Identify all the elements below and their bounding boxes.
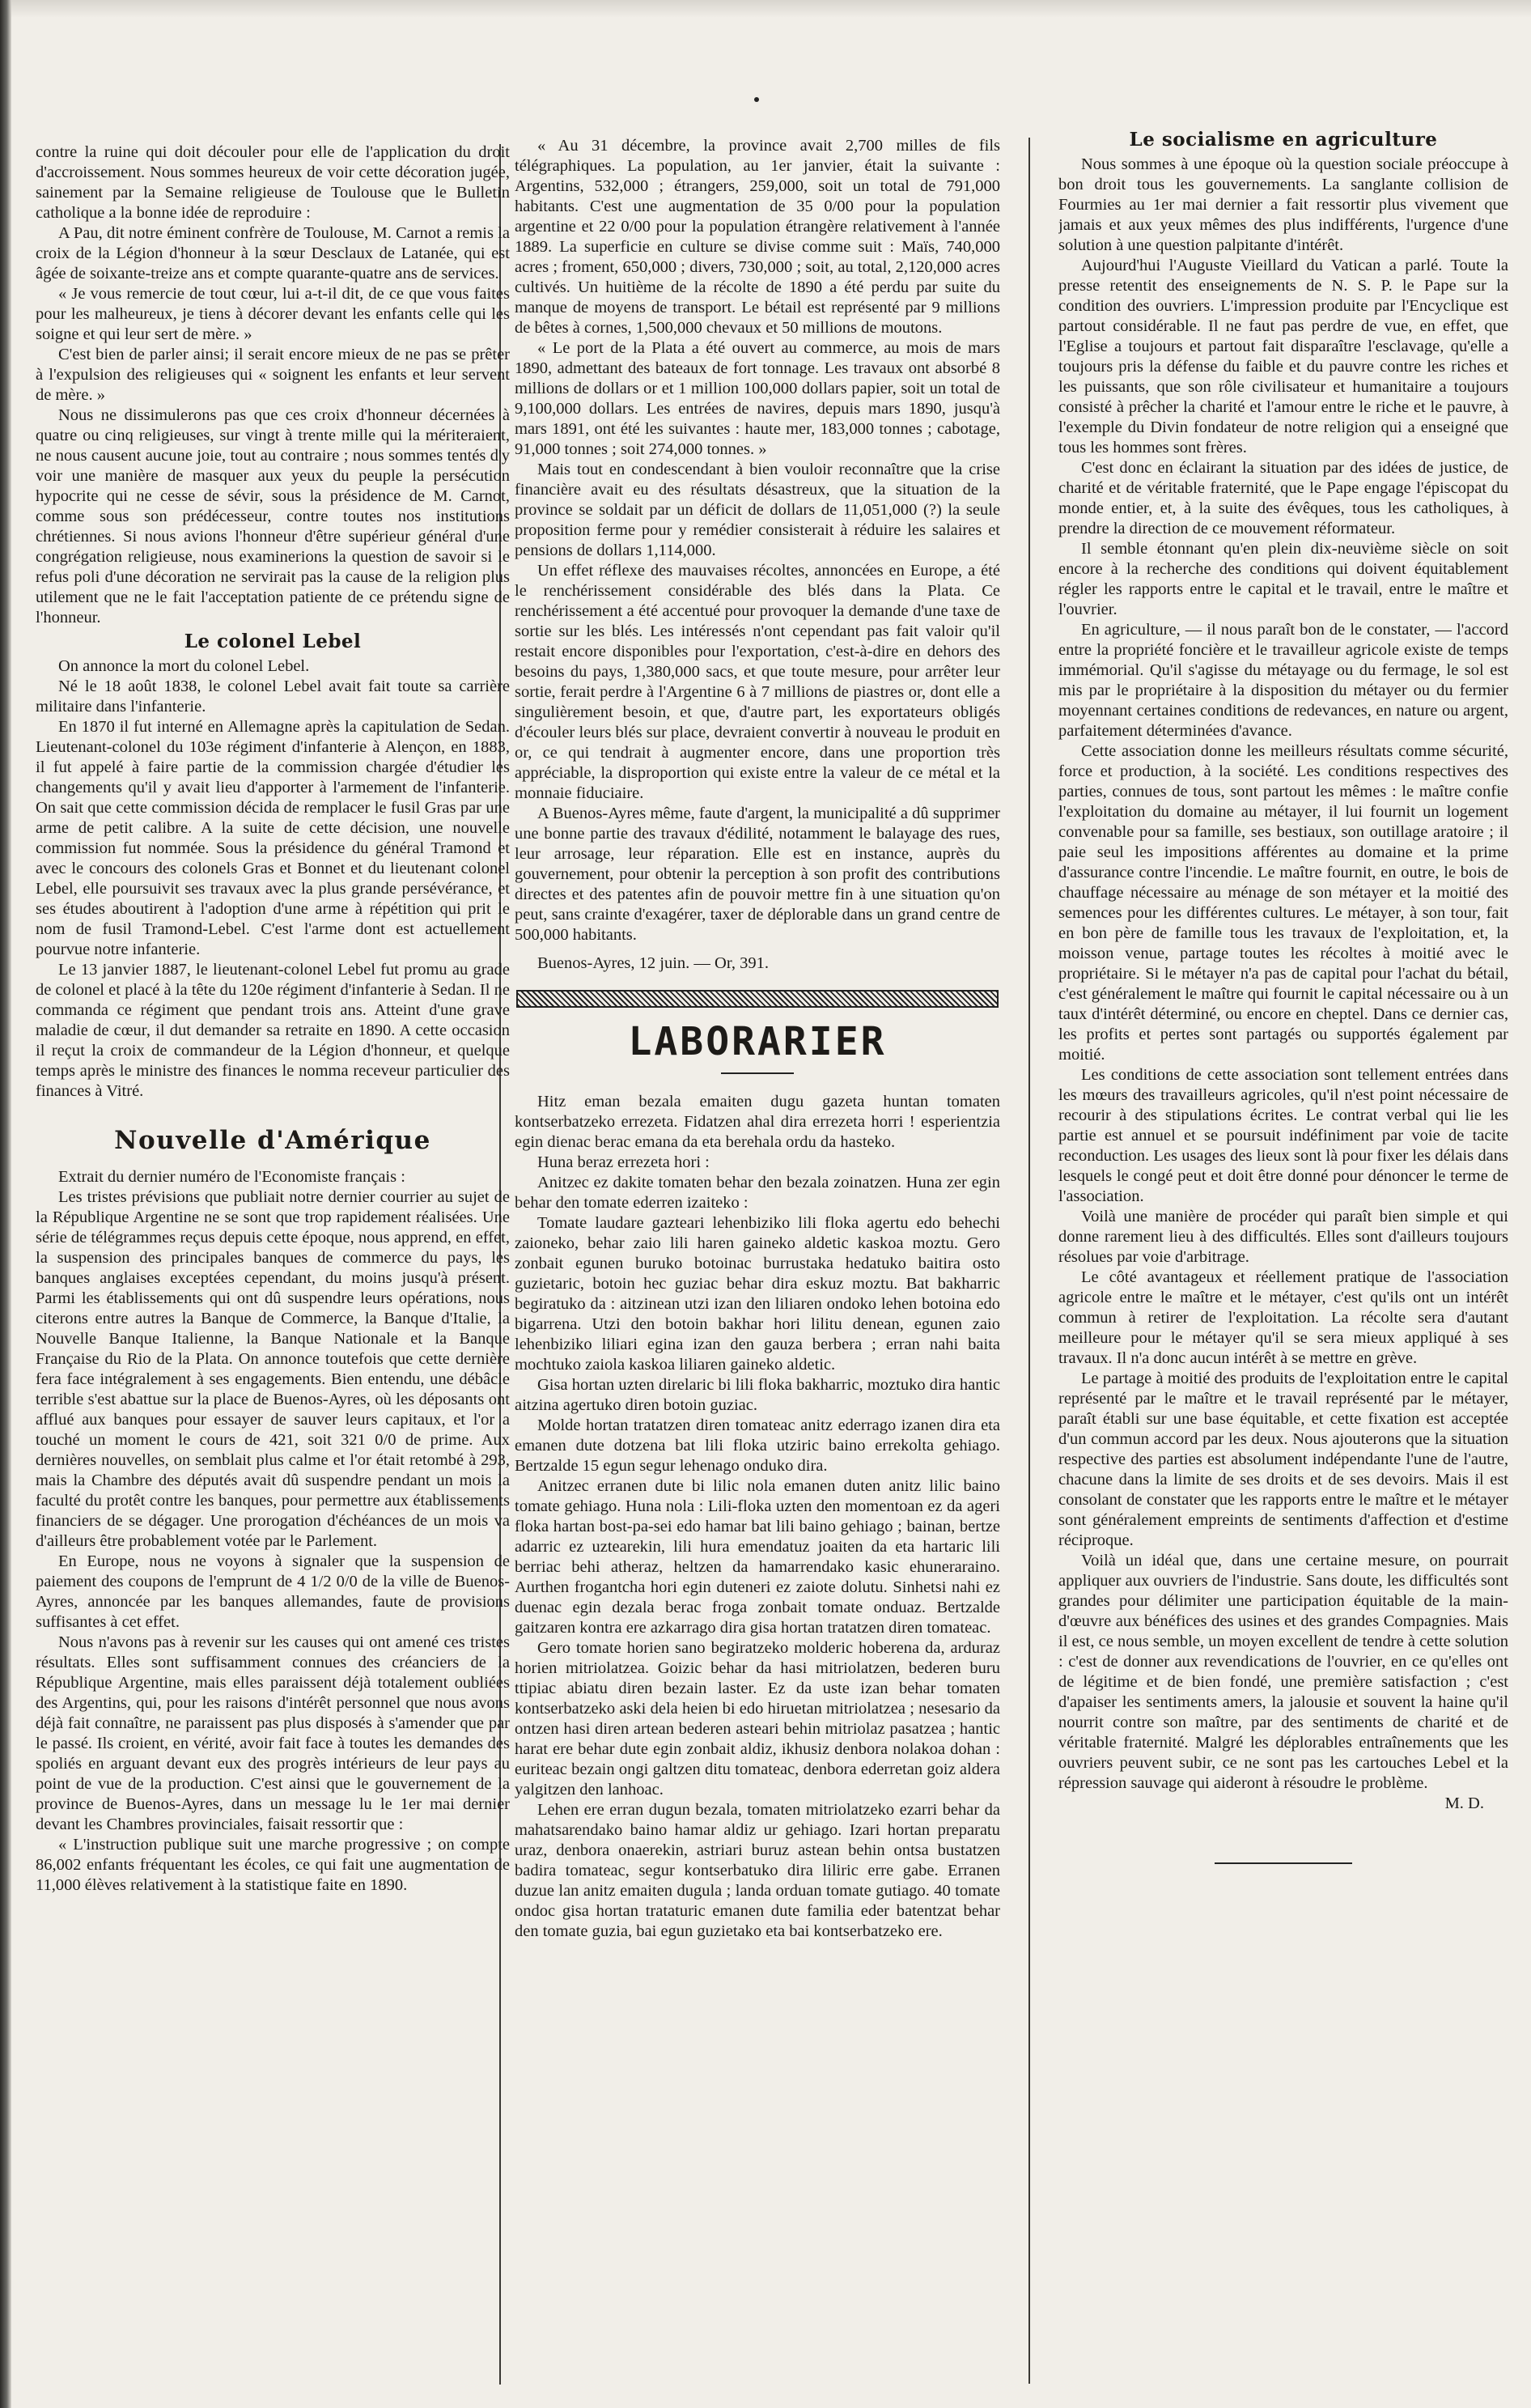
paragraph: Extrait du dernier numéro de l'Economiste français :	[58, 1168, 405, 1186]
column-right	[1058, 130, 1508, 2372]
paragraph: Le côté avantageux et réellement pratique de l'association agricole entre le maître et le métayer, c'est qu'ils ont un intérêt commun à retirer de l'exploitation. La récolte sera d'autant meilleure pour le métayer qu'il se sera mieux appliqué à ses travaux. Il n'a donc aucun intérêt à se mettre en grève.	[1058, 1268, 1508, 1367]
paragraph: « Le port de la Plata a été ouvert au commerce, au mois de mars 1890, admettant des bateaux de fort tonnage. Les travaux ont absorbé 8 millions de dollars or et 1 million 100,000 dollars papier, soit un total de 9,100,000 dollars. Les entrées de navires, depuis mars 1890, jusqu'à mars 1891, ont été les suivantes : haute mer, 183,000 tonnes ; cabotage, 91,000 tonnes ; soit 274,000 tonnes. »	[515, 339, 1000, 458]
article-signature: M. D.	[1444, 1794, 1484, 1812]
headline-underline	[721, 1072, 794, 1074]
paragraph: « L'instruction publique suit une marche progressive ; on compte 86,002 enfants fréquentant les écoles, ce qui fait une augmentation de 11,000 élèves relativement à la statistique faite en 1890.	[36, 1836, 510, 1894]
column-rule-2	[1028, 138, 1030, 2384]
page-binding-edge	[0, 0, 11, 2408]
paragraph: Les conditions de cette association sont tellement entrées dans les mœurs des travailleurs agricoles, qu'il n'est point nécessaire de recourir à des stipulations écrites. Le contrat verbal qui lie les partie est annuel et se poursuit indéfiniment par voie de tacite reconduction. Les usages des lieux sont là pour fixer les délais dans lesquels le congé peut et doit être donné pour dénoncer le terme de l'association.	[1058, 1066, 1508, 1205]
paragraph: Nous sommes à une époque où la question sociale préoccupe à bon droit tous les gouvernements. La sanglante collision de Fourmies au 1er mai dernier a fait ressortir plus vivement que jamais et aux yeux mêmes des plus indifférents, l'urgence d'une solution à une question palpitante d'intérêt.	[1058, 155, 1508, 254]
dateline: Buenos-Ayres, 12 juin. — Or, 391.	[537, 954, 769, 972]
paragraph: C'est donc en éclairant la situation par des idées de justice, de charité et de véritable fraternité, que le Pape engage l'épiscopat du monde entier, et, à la suite des évêques, tous les catholiques, à prendre la direction de ce mouvement réformateur.	[1058, 459, 1508, 537]
headline-colonel-lebel: Le colonel Lebel	[184, 631, 362, 652]
paragraph: Le 13 janvier 1887, le lieutenant-colonel Lebel fut promu au grade de colonel et placé à la tête du 120e régiment d'infanterie à Sedan. Il ne commanda ce régiment que pendant trois ans. Atteint d'une grave maladie de cœur, il dut demander sa retraite en 1890. A cette occasion il reçut la croix de commandeur de la Légion d'honneur, et quelque temps après le ministre des finances le nomma receveur particulier des finances à Vitré.	[36, 961, 510, 1100]
paragraph: Mais tout en condescendant à bien vouloir reconnaître que la crise financière avait eu des résultats désastreux, que la situation de la province se soldait par un déficit de dollars de 11,051,000 (?) la seule proposition ferme pour y remédier consisterait à réduire les salaires et pensions de dollars 1,114,000.	[515, 461, 1000, 559]
paragraph: En agriculture, — il nous paraît bon de le constater, — l'accord entre la propriété foncière et le travailleur agricole existe de temps immémorial. Qu'il s'agisse du métayage ou du fermage, le sol est mis par le propriétaire à la disposition du métayer ou du fermier moyennant certaines conditions de redevances, en nature ou argent, parfaitement déterminées d'avance.	[1058, 621, 1508, 740]
paragraph: « Au 31 décembre, la province avait 2,700 milles de fils télégraphiques. La population, au 1er janvier, était la suivante : Argentins, 532,000 ; étrangers, 259,000, soit un total de 791,000 habitants. C'est une augmentation de 35 0/00 pour la population argentine et 22 0/00 pour la population étrangère relativement à l'année 1889. La superficie en culture se divise comme suit : Maïs, 740,000 acres ; froment, 650,000 ; divers, 730,000 ; soit, au total, 2,120,000 acres cultivés. Un huitième de la récolte de 1890 a été perdu par suite du manque de moyens de transport. Le bétail est représenté par 9 millions de bêtes à cornes, 1,500,000 chevaux et 50 millions de moutons.	[515, 137, 1000, 337]
paragraph: Le partage à moitié des produits de l'exploitation entre le capital représenté par le maître et le travail représenté par le métayer, paraît établi sur une base équitable, et cette fixation est acceptée d'un commun accord par les deux. Nous ajouterons que la situation respective des parties est absolument indépendante l'une de l'autre, chacune dans la limite de ses droits et de ses devoirs. Mais il est consolant de constater que les rapports entre le maître et le métayer sont généralement empreints de sentiments d'affection et d'estime réciproque.	[1058, 1370, 1508, 1549]
paragraph: Un effet réflexe des mauvaises récoltes, annoncées en Europe, a été le renchérissement considérable des blés dans la Plata. Ce renchérissement a été accentué pour provoquer la demande d'une taxe de sortie sur les blés. Les intéressés n'ont cependant pas fait valoir qu'il restait encore disponibles pour l'exportation, c'est-à-dire en dehors des besoins du pays, 1,380,000 sacs, et que toute mesure, pour arrêter leur sortie, ferait perdre à l'Argentine 6 à 7 millions de piastres or, dont elle a singulièrement besoin, et que, d'autre part, les exportateurs obligés d'écouler leurs blés sur place, devraient convertir à nouveau le produit en or, ce qui tendrait à augmenter encore, dans une proportion très appréciable, la disproportion qui existe entre la valeur de ce métal et la monnaie fiduciaire.	[515, 562, 1000, 802]
paragraph: « Je vous remercie de tout cœur, lui a-t-il dit, de ce que vous faites pour les malheureux, je tiens à décorer devant les enfants celle qui les soigne et qui leur sert de mère. »	[36, 285, 510, 343]
paragraph: Cette association donne les meilleurs résultats comme sécurité, force et production, à la société. Les conditions respectives des parties, connues de tous, sont partout les mêmes : le maître confie l'exploitation du domaine au métayer, il lui fournit un logement convenable pour sa famille, ses bestiaux, son outillage aratoire ; il paie seul les impositions afférentes au domaine et la prime d'assurance contre l'incendie. Le maître fournit, en outre, le bois de chauffage nécessaire au ménage de son métayer et la moitié des semences pour les différentes cultures. Le métayer, à son tour, fait en bon père de famille tous les travaux de l'exploitation, et, la moisson venue, partage toutes les récoltes à moitié avec le propriétaire. Si le métayer n'a pas de capital pour l'achat du bétail, c'est généralement le maître qui fournit le capital nécessaire ou à un taux d'intérêt déterminé, ou encore en cheptel. Dans ce dernier cas, les profits et pertes sont partagés ou supportés également par moitié.	[1058, 742, 1508, 1064]
paragraph: A Pau, dit notre éminent confrère de Toulouse, M. Carnot a remis la croix de la Légion d'honneur à la sœur Desclaux de Latanée, qui est âgée de soixante-treize ans et compte quarante-quatre ans de services.	[36, 224, 510, 282]
section-separator-band	[516, 990, 999, 1008]
article-continuation: contre la ruine qui doit découler pour elle de l'application du droit d'accroissement. Nous sommes heureux de voir cette décoration jugée, sainement par la Semaine religieuse de Toulouse que le Bulletin catholique a la bonne idée de reproduire :	[36, 143, 510, 222]
paragraph: Tomate laudare gazteari lehenbiziko lili floka agertu edo behechi zaioneko, behar zaio lili haren gaineko aldetic kaskoa moztu. Gero zonbait egunen buruko botoinac burrustaka hedatuko baitira osto guzietaric, botoin hec guziac behar dira eskuz moztu. Bat bakharric begiratuko da : aitzinean utzi izan den liliaren ondoko lehen botoina edo bigarrena. Utzi den botoin bakhar hori lilitu denean, egunen zaio lehenbiziko liliari egina izan den gauza berbera ; erran nahi baita mochtuko zaiola kaskoa liliaren gaineko aldetic.	[515, 1214, 1000, 1374]
paragraph: Huna beraz errezeta hori :	[537, 1153, 710, 1171]
printer-mark	[754, 97, 759, 102]
column-left	[36, 142, 510, 2385]
headline-laborarier: LABORARIER	[628, 1019, 887, 1064]
paragraph: Les tristes prévisions que publiait notre dernier courrier au sujet de la République Argentine ne se sont que trop rapidement réalisées. Une série de télégrammes reçus depuis cette époque, nous apprend, en effet, la suspension des principales banques de commerce du pays, les banques anglaises exceptées cependant, du moins jusqu'à présent. Parmi les établissements qui ont dû suspendre leurs opérations, nous citerons entre autres la Banque de Commerce, la Banque d'Italie, la Nouvelle Banque Italienne, la Banque Nationale et la Banque Française du Rio de la Plata. On annonce toutefois que cette dernière fera face intégralement à ses engagements. Bien entendu, une débâcle terrible s'est abattue sur la place de Buenos-Ayres, où les déposants ont afflué aux banques pour essayer de sauver leurs capitaux, et l'or a touché un moment le cours de 421, soit 321 0/0 de prime. Aux dernières nouvelles, on semblait plus calme et l'or était retombé à 293, mais la Chambre des députés avait dû suspendre pendant un mois la faculté du protêt contre les banques, pour permettre aux établissements financiers de se dégager. Une prorogation d'échéances de un mois va d'ailleurs être probablement votée par le Parlement.	[36, 1188, 510, 1550]
paragraph: Nous n'avons pas à revenir sur les causes qui ont amené ces tristes résultats. Elles sont suffisamment connues des créanciers de la République Argentine, mais elles paraissent déjà totalement oubliées des Argentins, qui, pour les raisons d'intérêt personnel que nous avons déjà fait connaître, ne paraissent pas plus disposés à s'amender que par le passé. Ils croient, en vérité, avoir fait face à toutes les demandes des spoliés en arguant devant eux des progrès intérieurs de leur pays au point de vue de la production. C'est ainsi que le gouvernement de la province de Buenos-Ayres, dans un message lu le 1er mai dernier devant les Chambres provinciales, faisait ressortir que :	[36, 1633, 510, 1833]
paragraph: A Buenos-Ayres même, faute d'argent, la municipalité a dû supprimer une bonne partie des travaux d'édilité, notamment le balayage des rues, leur arrosage, leur réparation. Elle est en instance, auprès du gouvernement, pour obtenir la perception à son profit des contributions directes et des patentes afin de pouvoir mettre fin à une situation qu'on peut, sans crainte d'exagérer, taxer de déplorable dans un grand centre de 500,000 habitants.	[515, 805, 1000, 944]
paragraph: Né le 18 août 1838, le colonel Lebel avait fait toute sa carrière militaire dans l'infanterie.	[36, 677, 510, 716]
paragraph: Hitz eman bezala emaiten dugu gazeta huntan tomaten kontserbatzeko errezeta. Fidatzen ahal dira errezeta horri ! esperientzia egin dienac berac emana da eta berehala ordu da hasteko.	[515, 1093, 1000, 1151]
paragraph: On annonce la mort du colonel Lebel.	[58, 657, 310, 675]
article-end-rule	[1215, 1862, 1352, 1864]
headline-socialisme: Le socialisme en agriculture	[1129, 130, 1438, 151]
paragraph: Il semble étonnant qu'en plein dix-neuvième siècle on soit encore à la recherche des conditions qui doivent équitablement régler les rapports entre le capital et le travail, entre le maître et l'ouvrier.	[1058, 540, 1508, 618]
paragraph: C'est bien de parler ainsi; il serait encore mieux de ne pas se prêter à l'expulsion des religieuses qui « soignent les enfants et leur servent de mère. »	[36, 346, 510, 404]
paragraph: Gisa hortan uzten direlaric bi lili floka bakharric, moztuko dira hantic aitzina agertuko diren botoin guziac.	[515, 1376, 1000, 1414]
paragraph: Molde hortan tratatzen diren tomateac anitz ederrago izanen dira eta emanen dute dotzena bat lili floka utziric baino errekolta gehiago. Bertzalde 15 egun segur lehenago onduko dira.	[515, 1416, 1000, 1475]
paragraph: Aujourd'hui l'Auguste Vieillard du Vatican a parlé. Toute la presse retentit des enseignements de N. S. P. le Pape sur la condition des ouvriers. L'impression produite par l'Encyclique est partout considérable. Il ne faut pas perdre de vue, en effet, que l'Eglise a toujours et partout fait disparaître l'esclavage, qu'elle a toujours pris la défense du faible et du pauvre contre les riches et les puissants, que son rôle civilisateur et humanitaire a toujours consisté à prêcher la charité et l'amour entre le riche et le pauvre, à l'exemple du Divin fondateur de notre religion qui a enseigné que tous les hommes sont frères.	[1058, 257, 1508, 457]
paragraph: Gero tomate horien sano begiratzeko molderic hoberena da, arduraz horien mitriolatzea. Goizic behar da hasi mitriolatzen, bederen buru ttipiac abiatu diren bezain laster. Ez da uste izan behar tomaten kontserbatzeko aski dela heien bi edo hiruetan mitriolatzea ; nesesario da ontzen hasi diren artean bederen asteari behin mitriolaz pasatzea ; hantic harat ere behar dute egin zonbait aldiz, ikhusiz denbora nolakoa dohan : euriteac bezain ongi galtzen ditu tomateac, denbora ederretan goiz aldera yalgitzen den lanhoac.	[515, 1639, 1000, 1799]
paragraph: Anitzec ez dakite tomaten behar den bezala zoinatzen. Huna zer egin behar den tomate ederren izaiteko :	[515, 1174, 1000, 1212]
paragraph: Voilà une manière de procéder qui paraît bien simple et qui donne rarement lieu à des difficultés. Elles sont d'ailleurs toujours résolues par voie d'arbitrage.	[1058, 1208, 1508, 1266]
paragraph: Lehen ere erran dugun bezala, tomaten mitriolatzeko ezarri behar da mahatsarendako baino hamar aldiz ur gehiago. Izari hortan preparatu uraz, denbora onaerekin, astriari buruz astean behin ontsa bustatzen badira tomateac, segur kontserbatuko dira liliric erre gabe. Erranen duzue lan anitz emaiten dugula ; landa orduan tomate gutiago. 40 tomate ondoc gisa hortan trataturic emanen dute familia eder batentzat behar den tomate guzia, bai egun guzietako eta bai kontserbatzeko ere.	[515, 1801, 1000, 1940]
paragraph: Voilà un idéal que, dans une certaine mesure, on pourrait appliquer aux ouvriers de l'industrie. Sans doute, les difficultés sont grandes pour délimiter une participation équitable de la main-d'œuvre aux bénéfices des usines et des grandes Compagnies. Mais il est, ce nous semble, un moyen excellent de tendre à cette solution : c'est de donner aux revendications de l'ouvrier, en ce qu'elles ont de légitime et de bien fondé, une première satisfaction ; c'est d'apaiser les sentiments amers, la jalousie et souvent la haine qu'il nourrit contre son maître, par des sentiments de charité et de véritable fraternité. Malgré les déplorables entraînements que les ouvriers peuvent subir, ce ne sont pas les cartouches Lebel et la répression sauvage qui aideront à résoudre le problème.	[1058, 1552, 1508, 1792]
paragraph: Anitzec erranen dute bi lilic nola emanen duten anitz lilic baino tomate gehiago. Huna nola : Lili-floka uzten den momentoan ez da ageri floka hartan bost-pa-sei edo hamar bat lili baino gehiago ; bainan, bertze adarric ez uztearekin, lili hura emendatuz joaiten da eta hartaric lili berriac behi atheraz, heltzen da hamarrendako kasic ehuneraraino. Aurthen frogantcha hori egin duteneri ez zaiote dolutu. Sinhetsi nahi ez duenac egin dezala berac froga zonbait tomate onduaz. Bertzalde gaitzaren kontra ere azkarrago dira gisa hortan tratatzen diren tomateac.	[515, 1477, 1000, 1637]
page-top-edge	[0, 0, 1531, 18]
column-middle	[515, 136, 1000, 2378]
paragraph: En 1870 il fut interné en Allemagne après la capitulation de Sedan. Lieutenant-colonel du 103e régiment d'infanterie à Alençon, en 1883, il fut appelé à faire partie de la commission chargée d'étudier les changements qu'il y avait lieu d'apporter à l'armement de l'infanterie. On sait que cette commission décida de remplacer le fusil Gras par une arme de petit calibre. A la suite de cette décision, une nouvelle commission fut nommée. Sous la présidence du général Tramond et avec le concours des colonels Gras et Bonnet et du lieutenant colonel Lebel, elle poursuivit ses travaux avec la plus grande persévérance, et ses études aboutirent à l'adoption d'une arme à répétition qui prit le nom de fusil Tramond-Lebel. C'est l'arme dont est actuellement pourvue notre infanterie.	[36, 718, 510, 958]
paragraph: En Europe, nous ne voyons à signaler que la suspension de paiement des coupons de l'emprunt de 4 1/2 0/0 de la ville de Buenos-Ayres, annoncée par les banques allemandes, faute de provisions suffisantes à cet effet.	[36, 1552, 510, 1631]
headline-nouvelle-amerique: Nouvelle d'Amérique	[114, 1126, 431, 1155]
paragraph: Nous ne dissimulerons pas que ces croix d'honneur décernées à quatre ou cinq religieuses, sur vingt à trente mille qui la mériteraient, ne nous causent aucune joie, tout au contraire ; nous sommes tentés d'y voir une manière de masquer aux yeux du peuple la persécution hypocrite qui ne cesse de sévir, sous la présidence de M. Carnot, comme sous son prédécesseur, contre toutes nos institutions chrétiennes. Si nous avions l'honneur d'être supérieur général d'une congrégation religieuse, nous examinerions la question de savoir si le refus poli d'une décoration ne servirait pas la cause de la religion plus utilement que ne le fait l'acceptation patiente de ce prétendu signe de l'honneur.	[36, 406, 510, 626]
